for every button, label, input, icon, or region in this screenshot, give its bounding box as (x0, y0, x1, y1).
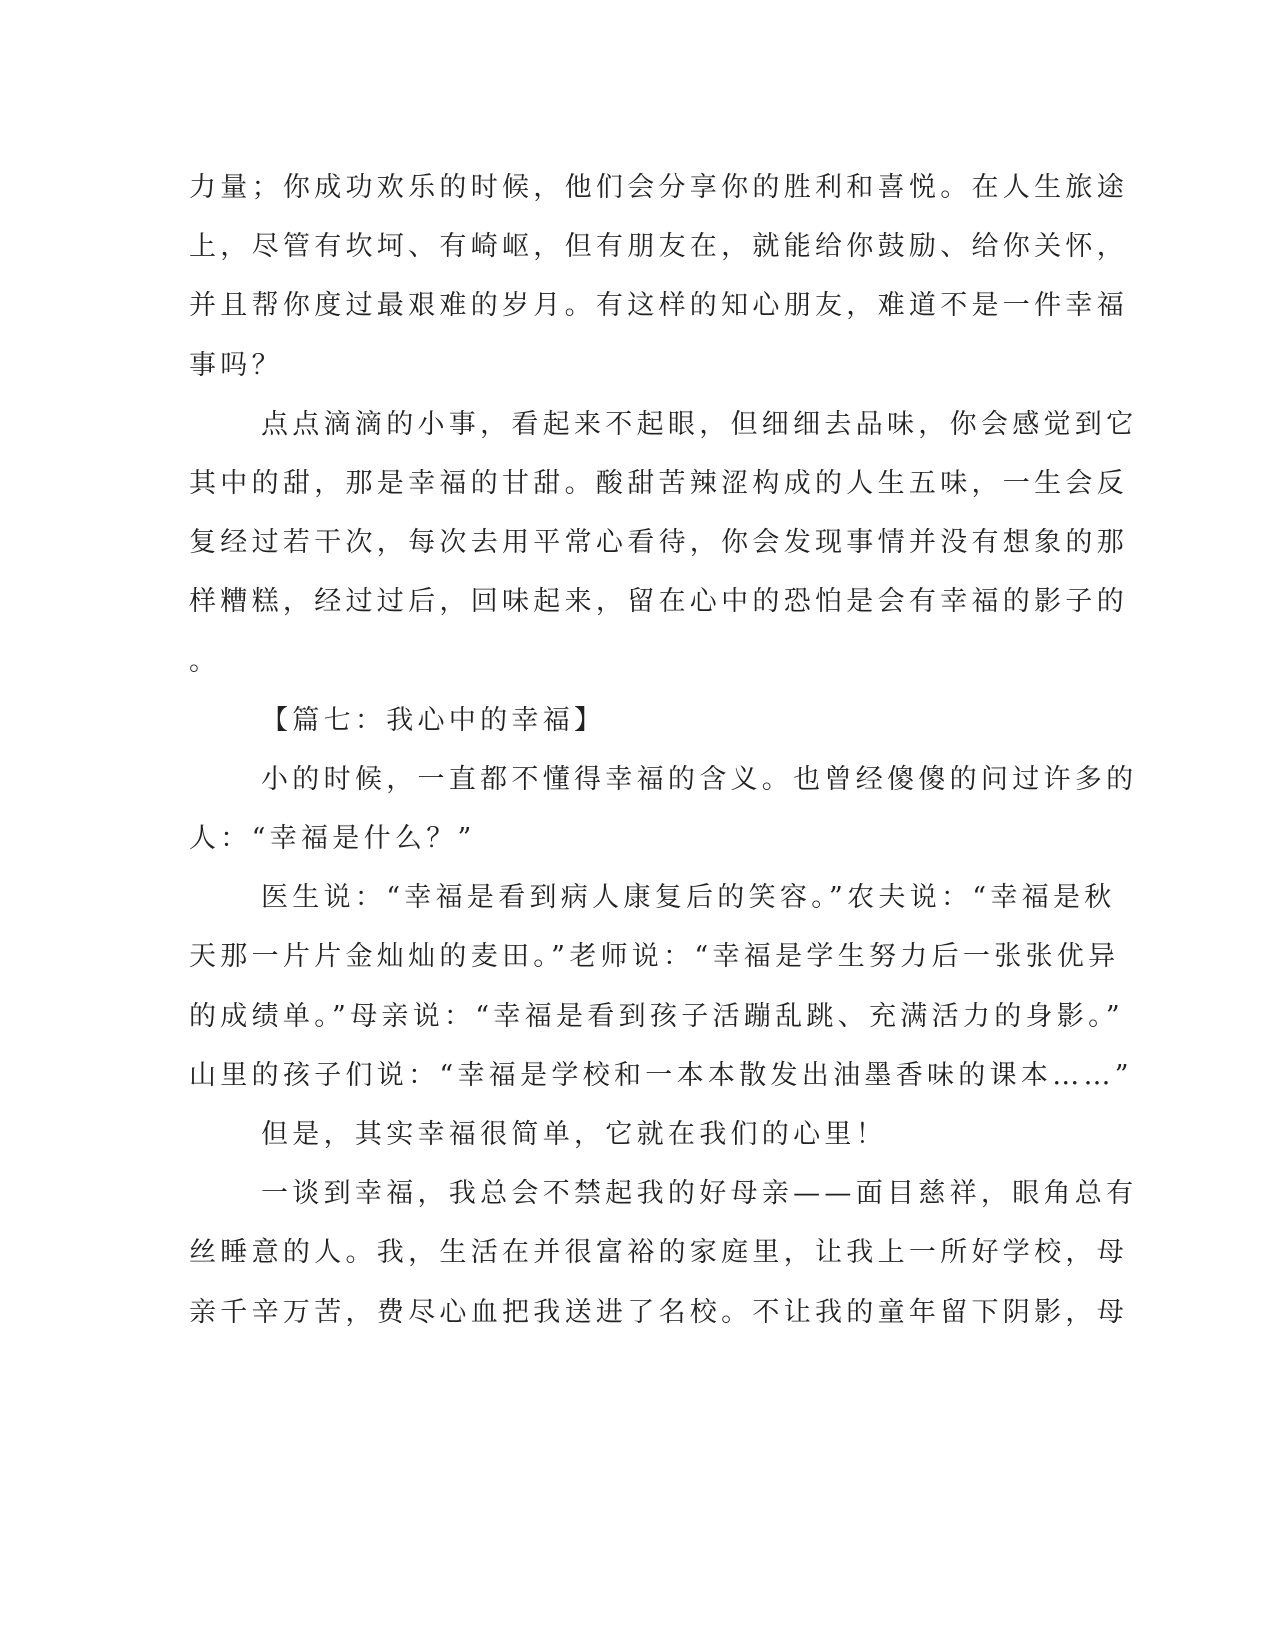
text-line: 事吗？ (189, 349, 283, 381)
text-line: 力量；你成功欢乐的时候，他们会分享你的胜利和喜悦。在人生旅途 (189, 172, 1128, 203)
text-line: 并且帮你度过最艰难的岁月。有这样的知心朋友，难道不是一件幸福 (189, 290, 1128, 322)
text-line: 其中的甜，那是幸福的甘甜。酸甜苦辣涩构成的人生五味，一生会反 (189, 467, 1128, 499)
text-line: 样糟糕，经过过后，回味起来，留在心中的恐怕是会有幸福的影子的 (189, 586, 1128, 618)
section-heading: 【篇七：我心中的幸福】 (261, 704, 606, 736)
document-body (189, 158, 1138, 1342)
paragraph-start-line: 点点滴滴的小事，看起来不起眼，但细细去品味，你会感觉到它 (261, 408, 1138, 440)
text-line: 复经过若干次，每次去用平常心看待，你会发现事情并没有想象的那 (189, 527, 1128, 559)
paragraph-start-line: 医生说：“幸福是看到病人康复后的笑容。”农夫说：“幸福是秋 (261, 882, 1116, 914)
text-line: 山里的孩子们说：“幸福是学校和一本本散发出油墨香味的课本……” (189, 1059, 1133, 1091)
paragraph-start-line: 小的时候，一直都不懂得幸福的含义。也曾经傻傻的问过许多的 (261, 763, 1138, 795)
paragraph-start-line: 但是，其实幸福很简单，它就在我们的心里！ (261, 1119, 887, 1150)
text-line: 上，尽管有坎坷、有崎岖，但有朋友在，就能给你鼓励、给你关怀， (189, 231, 1128, 263)
paragraph-start-line: 一谈到幸福，我总会不禁起我的好母亲——面目慈祥，眼角总有 (261, 1178, 1138, 1210)
text-line: 亲千辛万苦，费尽心血把我送进了名校。不让我的童年留下阴影，母 (189, 1296, 1128, 1328)
text-line: 的成绩单。”母亲说：“幸福是看到孩子活蹦乱跳、充满活力的身影。” (189, 1000, 1125, 1032)
text-line: 丝睡意的人。我，生活在并很富裕的家庭里，让我上一所好学校，母 (189, 1237, 1128, 1269)
text-line: 人：“幸福是什么？” (189, 823, 476, 855)
text-line: 。 (189, 645, 221, 677)
text-line: 天那一片片金灿灿的麦田。”老师说：“幸福是学生努力后一张张优异 (189, 941, 1120, 973)
